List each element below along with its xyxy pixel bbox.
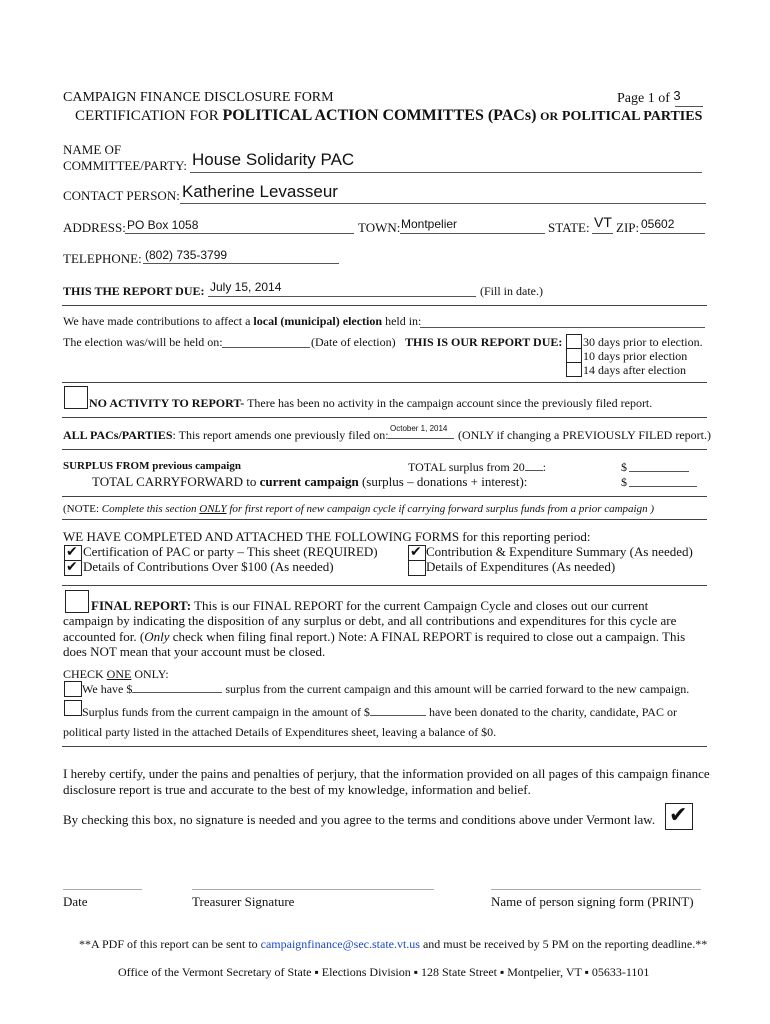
final-line-1 [91, 598, 648, 614]
no-activity-bold: NO ACTIVITY TO REPORT- [89, 396, 245, 410]
checkbox-no-activity[interactable] [64, 386, 88, 409]
pdf-pre: **A PDF of this report can be sent to [79, 937, 261, 951]
page-total[interactable]: 3 [673, 88, 681, 103]
cert-bold2: POLITICAL PARTIES [561, 109, 703, 124]
email-link[interactable]: campaignfinance@sec.state.vt.us [260, 937, 420, 951]
divider-1 [62, 305, 707, 306]
contact-value[interactable]: Katherine Levasseur [182, 182, 338, 201]
final-line1-text: This is our FINAL REPORT for the current Campaign Cycle and closes out our current [191, 598, 649, 613]
cert-or: OR [540, 109, 559, 123]
amend-date-value[interactable]: October 1, 2014 [390, 424, 448, 433]
amend-text: : This report amends one previously filed on: [172, 428, 389, 442]
check-one-post: ONLY: [131, 667, 169, 681]
opt2-pre: Surplus funds from the current campaign in the amount of $ [82, 705, 370, 719]
checkbox-carry-forward[interactable] [64, 681, 82, 697]
option-10-label: 10 days prior election [583, 349, 688, 363]
town-label: TOWN: [358, 220, 401, 235]
address-value[interactable]: PO Box 1058 [127, 218, 199, 232]
final-option-2-line-2: political party listed in the attached Details of Expenditures sheet, leaving a balance of $0. [63, 725, 497, 739]
carry-pre: TOTAL CARRYFORWARD to [92, 474, 260, 489]
form-details-expend-label: Details of Expenditures (As needed) [426, 559, 616, 574]
checkbox-certify[interactable] [665, 803, 693, 830]
held-on-label: The election was/will be held on: [63, 335, 223, 349]
cert-bold: POLITICAL ACTION COMMITTES (PACs) [222, 107, 537, 124]
checkbox-10-days[interactable] [566, 348, 582, 363]
local-election-line [63, 314, 421, 329]
local-bold: local (municipal) election [253, 314, 383, 328]
surplus-note [63, 503, 654, 515]
surplus-amount-line[interactable] [629, 471, 689, 472]
certify-text-2: disclosure report is true and accurate to the best of my knowledge, information and belief. [63, 782, 531, 797]
amend-date-line [388, 438, 454, 439]
treasurer-signature-line[interactable] [192, 889, 434, 890]
checkbox-details-contrib[interactable] [64, 560, 82, 576]
held-on-hint: (Date of election) [311, 335, 396, 349]
date-line[interactable] [63, 889, 142, 890]
contact-line [180, 203, 706, 204]
checkbox-final-report[interactable] [65, 590, 89, 613]
committee-name-line [190, 172, 702, 173]
opt1-pre: We have $ [82, 682, 133, 696]
zip-line [640, 233, 705, 234]
check-one-pre: CHECK [63, 667, 107, 681]
phone-line [143, 263, 339, 264]
town-value[interactable]: Montpelier [401, 217, 458, 231]
checkbox-donated[interactable] [64, 700, 82, 716]
divider-4 [62, 449, 707, 450]
check-mark-icon: ✔ [66, 544, 78, 560]
contact-label: CONTACT PERSON: [63, 188, 180, 203]
checkbox-30-days[interactable] [566, 334, 582, 349]
our-due-label: THIS IS OUR REPORT DUE: [405, 335, 563, 349]
zip-value[interactable]: 05602 [641, 217, 675, 231]
name-label-1: NAME OF [63, 142, 122, 157]
note-italic2: for first report of new campaign cycle if carrying forward surplus funds from a prior campaign ) [226, 503, 655, 515]
check-mark-icon: ✔ [669, 803, 688, 828]
state-value[interactable]: VT [594, 214, 612, 230]
divider-2 [62, 382, 707, 383]
form-details-contrib-label: Details of Contributions Over $100 (As needed) [83, 559, 334, 574]
name-label-2: COMMITTEE/PARTY: [63, 158, 187, 173]
town-line [400, 233, 545, 234]
check-one-u: ONE [106, 667, 132, 681]
due-hint: (Fill in date.) [480, 284, 543, 298]
option-14-label: 14 days after election [583, 363, 686, 377]
certify-text-1: I hereby certify, under the pains and penalties of perjury, that the information provided on all pages of this campaign finance [63, 766, 710, 781]
date-label: Date [63, 894, 88, 909]
final-line-2: campaign by indicating the disposition of any surplus or debt, and all contributions and expenditures for this cycle are [63, 613, 677, 628]
carryforward-amount-line[interactable] [629, 486, 697, 487]
page-prefix: Page 1 of [617, 91, 670, 106]
final-line3-italic: Only [144, 629, 170, 644]
surplus-year-line[interactable] [525, 460, 543, 471]
certification-heading [75, 107, 702, 125]
state-label: STATE: [548, 220, 590, 235]
final-bold: FINAL REPORT: [91, 598, 192, 613]
phone-label: TELEPHONE: [63, 251, 142, 266]
checkbox-details-expend[interactable] [408, 560, 426, 576]
carry-post: (surplus – donations + interest): [358, 474, 528, 489]
held-on-line [222, 347, 310, 348]
form-certification-label: Certification of PAC or party – This sheet (REQUIRED) [83, 544, 378, 559]
due-value[interactable]: July 15, 2014 [210, 280, 282, 294]
phone-value[interactable]: (802) 735-3799 [145, 248, 228, 262]
pdf-note [79, 937, 707, 952]
amend-line [63, 428, 389, 443]
surplus-dollar-1: $ [621, 460, 627, 474]
final-line-3 [63, 629, 685, 645]
surplus-total-from-end: : [542, 460, 547, 474]
local-election-line-fill [420, 327, 705, 328]
office-address: Office of the Vermont Secretary of State ▪ Elections Division ▪ 128 State Street ▪ Montpelier, VT ▪ 05633-1101 [118, 965, 650, 979]
address-label: ADDRESS: [63, 220, 126, 235]
form-title: CAMPAIGN FINANCE DISCLOSURE FORM [63, 90, 334, 105]
due-line [208, 296, 476, 297]
amend-hint: (ONLY if changing a PREVIOUSLY FILED report.) [458, 428, 711, 442]
checkbox-contrib-summary[interactable] [408, 545, 426, 561]
note-pre: (NOTE: [63, 503, 102, 515]
surplus-total-from [408, 460, 546, 475]
check-one-label [63, 667, 169, 682]
opt2-post: have been donated to the charity, candidate, PAC or [425, 705, 677, 719]
opt1-amount-line[interactable] [132, 682, 222, 693]
cert-prefix: CERTIFICATION FOR [75, 108, 219, 124]
checkbox-14-days[interactable] [566, 362, 582, 377]
final-option-2 [82, 705, 677, 720]
no-activity-line [89, 396, 652, 411]
zip-label: ZIP: [616, 220, 640, 235]
divider-7 [62, 585, 707, 586]
surplus-label: SURPLUS FROM previous campaign [63, 460, 241, 472]
final-option-1 [82, 682, 689, 697]
no-activity-text: There has been no activity in the campaign account since the previously filed report. [244, 396, 653, 410]
local-pre: We have made contributions to affect a [63, 314, 254, 328]
committee-name-value[interactable]: House Solidarity PAC [192, 150, 355, 169]
carryforward-line [92, 474, 527, 490]
carry-bold: current campaign [259, 474, 359, 489]
final-line3-post: check when filing final report.) Note: A FINAL REPORT is required to close out a campaign. This [169, 629, 686, 644]
note-italic: Complete this section [101, 503, 200, 515]
local-post: held in: [382, 314, 422, 328]
check-mark-icon: ✔ [410, 544, 422, 560]
divider-5 [62, 496, 707, 497]
print-name-line[interactable] [491, 889, 701, 890]
forms-heading: WE HAVE COMPLETED AND ATTACHED THE FOLLOWING FORMS for this reporting period: [63, 529, 591, 544]
treasurer-label: Treasurer Signature [192, 894, 295, 909]
check-mark-icon: ✔ [66, 559, 78, 575]
pdf-post: and must be received by 5 PM on the reporting deadline.** [419, 937, 708, 951]
divider-8 [62, 746, 707, 747]
final-line3-pre: accounted for. ( [63, 629, 145, 644]
state-line [592, 233, 613, 234]
option-30-label: 30 days prior to election. [583, 335, 703, 349]
surplus-total-from-text: TOTAL surplus from 20 [408, 460, 525, 474]
divider-6 [62, 519, 707, 520]
address-line [125, 233, 354, 234]
final-line-4: does NOT mean that your account must be closed. [63, 644, 326, 659]
opt1-post: surplus from the current campaign and this amount will be carried forward to the new campaign. [222, 682, 690, 696]
amend-bold: ALL PACs/PARTIES [63, 428, 173, 442]
print-name-label: Name of person signing form (PRINT) [491, 894, 694, 909]
divider-3 [62, 417, 707, 418]
page-number-label [617, 90, 681, 107]
form-contrib-summary-label: Contribution & Expenditure Summary (As needed) [426, 544, 693, 559]
opt2-amount-line[interactable] [370, 705, 426, 716]
certify-checkbox-text: By checking this box, no signature is needed and you agree to the terms and conditions above under Vermont law. [63, 812, 656, 827]
due-label: THIS THE REPORT DUE: [63, 284, 205, 298]
surplus-dollar-2: $ [621, 475, 627, 489]
note-only: ONLY [199, 503, 227, 515]
